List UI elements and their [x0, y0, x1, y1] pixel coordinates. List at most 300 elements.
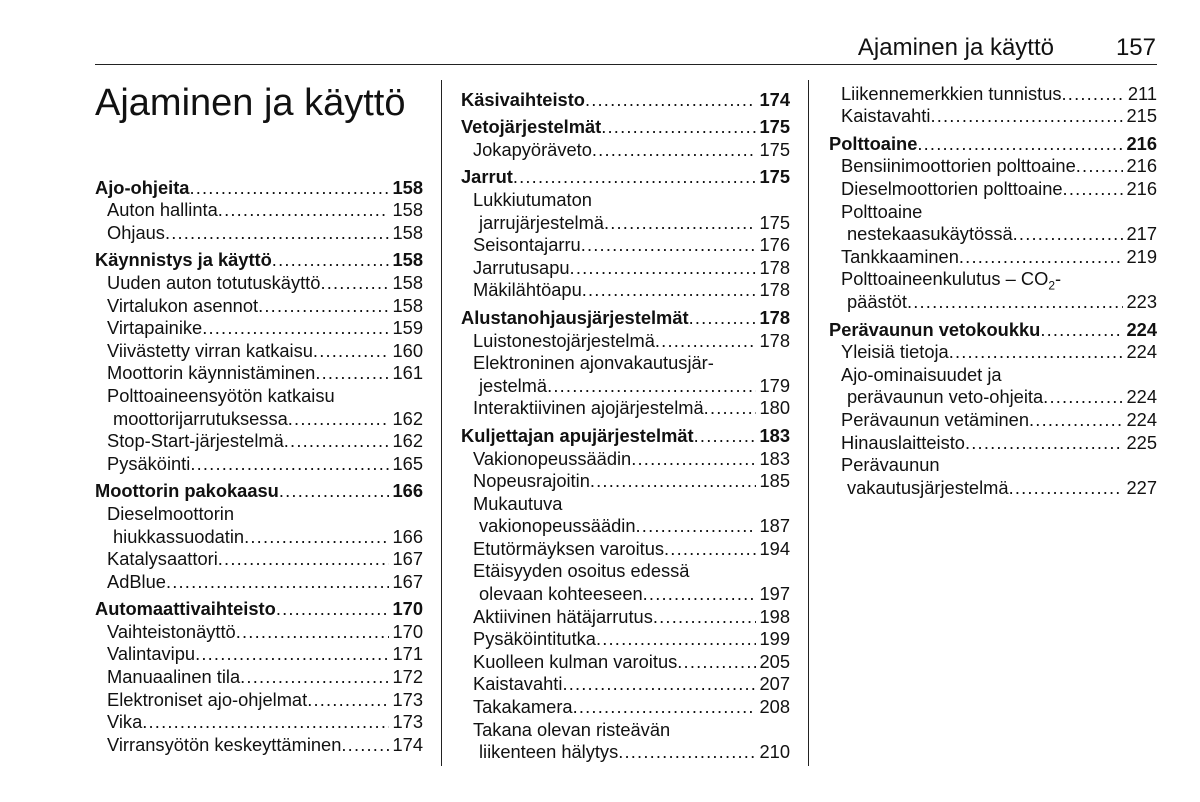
dot-leader	[513, 166, 757, 188]
toc-entry[interactable]	[461, 447, 790, 470]
toc-entry-label	[113, 408, 288, 430]
toc-entry-text: Perävaunun vetokoukku	[829, 318, 1041, 340]
page-reference: 170	[392, 598, 423, 620]
toc-entry-text: Käynnistys ja käyttö	[95, 249, 272, 271]
toc-entry-text: Perävaunun vetäminen	[841, 408, 1030, 430]
page-reference: 171	[392, 643, 423, 665]
dot-leader	[236, 621, 390, 643]
toc-entry-label	[461, 307, 689, 329]
toc-entry[interactable]	[461, 188, 790, 211]
page-reference: 175	[759, 138, 790, 160]
dot-leader	[202, 317, 389, 339]
dot-leader	[313, 340, 390, 362]
toc-entry-text: Etäisyyden osoitus edessä	[473, 560, 690, 582]
dot-leader	[547, 375, 756, 397]
dot-leader	[959, 246, 1124, 268]
toc-entry[interactable]	[829, 245, 1157, 268]
toc-section-heading[interactable]	[95, 249, 423, 272]
dot-leader	[917, 133, 1123, 155]
toc-section-heading[interactable]	[829, 318, 1157, 341]
toc-entry-text: Virransyötön keskeyttäminen	[107, 733, 342, 755]
toc-entry[interactable]	[829, 105, 1157, 128]
column-divider-2	[808, 80, 809, 766]
toc-entry[interactable]	[829, 177, 1157, 200]
toc-entry-label	[107, 295, 258, 317]
toc-entry[interactable]	[461, 470, 790, 493]
dot-leader	[166, 571, 390, 593]
toc-entry-text: Luistonestojärjestelmä	[473, 329, 655, 351]
toc-entry-text: Ajo-ohjeita	[95, 176, 190, 198]
page-reference: 158	[392, 294, 423, 316]
toc-entry[interactable]	[95, 271, 423, 294]
dot-leader	[601, 116, 756, 138]
toc-entry[interactable]	[829, 341, 1157, 364]
toc-entry-label	[473, 696, 573, 718]
page-reference: 219	[1126, 245, 1157, 267]
dot-leader	[592, 139, 757, 161]
toc-entry-text: Manuaalinen tila	[107, 666, 241, 688]
toc-entry-text: Tankkaaminen	[841, 245, 959, 267]
toc-entry[interactable]	[829, 408, 1157, 431]
toc-entry-label	[107, 385, 335, 407]
toc-entry-text: Katalysaattori	[107, 548, 218, 570]
page-reference: 227	[1126, 476, 1157, 498]
toc-section-heading[interactable]	[95, 480, 423, 503]
toc-entry-text: Takakamera	[473, 696, 573, 718]
toc-entry-label	[107, 199, 218, 221]
toc-column-2	[461, 88, 790, 763]
toc-entry[interactable]	[461, 673, 790, 696]
toc-entry-label	[107, 571, 166, 593]
toc-entry-label	[847, 477, 1009, 499]
dot-leader	[1040, 319, 1123, 341]
toc-entry-label	[107, 548, 218, 570]
toc-column-1	[95, 176, 423, 756]
dot-leader	[284, 430, 390, 452]
toc-entry-text: Auton hallinta	[107, 199, 218, 221]
page-reference: 198	[759, 605, 790, 627]
toc-entry-label	[479, 212, 604, 234]
toc-entry[interactable]	[461, 329, 790, 352]
page-reference: 161	[392, 362, 423, 384]
dot-leader	[655, 330, 757, 352]
page-reference: 187	[759, 515, 790, 537]
toc-entry-label	[841, 105, 930, 127]
toc-entry-text: Kuljettajan apujärjestelmät	[461, 424, 694, 446]
toc-entry[interactable]	[461, 582, 790, 605]
running-title: Ajaminen ja käyttö	[857, 34, 1054, 61]
toc-entry[interactable]	[95, 430, 423, 453]
toc-entry-text: Dieselmoottorin	[107, 502, 235, 524]
toc-entry[interactable]	[461, 138, 790, 161]
dot-leader	[581, 234, 757, 256]
toc-entry-label	[847, 291, 907, 313]
page-reference: 178	[759, 256, 790, 278]
dot-leader	[653, 606, 757, 628]
toc-entry-label	[107, 621, 236, 643]
toc-entry[interactable]	[95, 362, 423, 385]
toc-entry-label	[107, 734, 341, 756]
toc-entry[interactable]	[829, 386, 1157, 409]
page-reference: 178	[759, 279, 790, 301]
toc-entry-text: Etutörmäyksen varoitus	[473, 537, 665, 559]
toc-entry[interactable]	[95, 548, 423, 571]
toc-entry-label	[95, 598, 276, 620]
toc-entry-text: Elektroninen ajonvakautusjär-	[473, 352, 714, 374]
toc-entry-text: Jarrutusapu	[473, 256, 570, 278]
toc-entry-text: perävaunun veto-ohjeita	[847, 386, 1044, 408]
page-title: Ajaminen ja käyttö	[95, 82, 406, 124]
toc-entry-text: Elektroniset ajo-ohjelmat	[107, 688, 308, 710]
header-rule	[95, 64, 1157, 65]
toc-entry-label	[473, 628, 596, 650]
dot-leader	[677, 651, 756, 673]
column-divider-1	[441, 80, 442, 766]
toc-entry[interactable]	[95, 199, 423, 222]
toc-entry[interactable]	[95, 221, 423, 244]
toc-entry-text: AdBlue	[107, 570, 166, 592]
toc-entry[interactable]	[461, 256, 790, 279]
toc-entry[interactable]	[95, 643, 423, 666]
toc-section-heading[interactable]	[95, 598, 423, 621]
toc-entry-label	[473, 397, 704, 419]
toc-entry-label	[473, 234, 581, 256]
toc-entry-label	[473, 470, 590, 492]
toc-entry[interactable]	[95, 711, 423, 734]
toc-entry[interactable]	[461, 695, 790, 718]
toc-entry[interactable]	[829, 155, 1157, 178]
toc-entry-text: Mäkilähtöapu	[473, 279, 582, 301]
page-reference: 158	[392, 176, 423, 198]
dot-leader	[307, 689, 389, 711]
toc-entry-text: Ajo-ominaisuudet ja	[841, 363, 1002, 385]
page-reference: 216	[1126, 132, 1157, 154]
toc-entry[interactable]	[461, 515, 790, 538]
page-reference: 215	[1126, 105, 1157, 127]
page-reference: 224	[1126, 408, 1157, 430]
toc-entry-label	[473, 673, 562, 695]
dot-leader	[1009, 477, 1124, 499]
toc-entry-label	[479, 583, 643, 605]
dot-leader	[1043, 386, 1123, 408]
toc-entry-text: Vetojärjestelmät	[461, 116, 602, 138]
toc-entry[interactable]	[829, 268, 1157, 291]
toc-entry-text: Polttoaine	[829, 132, 918, 154]
toc-entry[interactable]	[461, 211, 790, 234]
dot-leader	[244, 526, 389, 548]
toc-entry[interactable]	[95, 452, 423, 475]
dot-leader	[315, 362, 389, 384]
page-reference: 217	[1126, 223, 1157, 245]
toc-entry-label	[95, 177, 189, 199]
toc-section-heading[interactable]	[461, 424, 790, 447]
toc-entry-label	[473, 560, 689, 582]
page-reference: 167	[392, 570, 423, 592]
toc-entry[interactable]	[95, 317, 423, 340]
toc-entry-label	[841, 364, 1002, 386]
toc-entry-text: jestelmä	[479, 374, 548, 396]
page-reference: 174	[392, 733, 423, 755]
dot-leader	[949, 341, 1124, 363]
dot-leader	[320, 272, 389, 294]
toc-entry[interactable]	[461, 718, 790, 741]
toc-entry-text: Valintavipu	[107, 643, 196, 665]
toc-entry[interactable]	[95, 688, 423, 711]
page-reference: 183	[759, 447, 790, 469]
page-reference: 166	[392, 525, 423, 547]
dot-leader	[704, 397, 757, 419]
toc-entry[interactable]	[461, 374, 790, 397]
toc-entry-text: Kuolleen kulman varoitus	[473, 650, 678, 672]
page-reference: 194	[759, 537, 790, 559]
toc-entry[interactable]	[95, 502, 423, 525]
page-reference: 178	[759, 306, 790, 328]
toc-entry[interactable]	[829, 200, 1157, 223]
page-reference: 197	[759, 583, 790, 605]
toc-entry-label	[473, 139, 592, 161]
page-reference: 199	[759, 628, 790, 650]
toc-entry[interactable]	[95, 620, 423, 643]
toc-entry-text: Moottorin pakokaasu	[95, 480, 279, 502]
toc-entry[interactable]	[95, 525, 423, 548]
page-reference: 207	[759, 673, 790, 695]
toc-entry[interactable]	[95, 384, 423, 407]
toc-entry[interactable]	[461, 279, 790, 302]
toc-entry[interactable]	[829, 431, 1157, 454]
toc-entry[interactable]	[461, 560, 790, 583]
toc-entry-text: liikenteen hälytys	[479, 741, 619, 763]
dot-leader	[189, 177, 389, 199]
page-reference: 160	[392, 339, 423, 361]
toc-entry-label	[847, 386, 1043, 408]
dot-leader	[195, 643, 389, 665]
page-reference: 180	[759, 397, 790, 419]
dot-leader	[276, 598, 390, 620]
dot-leader	[272, 249, 390, 271]
toc-entry-label	[473, 448, 631, 470]
page-reference: 210	[759, 741, 790, 763]
toc-entry-text: nestekaasukäytössä	[847, 223, 1013, 245]
toc-entry-text: Bensiinimoottorien polttoaine	[841, 155, 1076, 177]
dot-leader	[240, 666, 389, 688]
page-reference: 216	[1126, 177, 1157, 199]
toc-entry-text: Seisontajarru	[473, 234, 581, 256]
page-reference: 223	[1126, 290, 1157, 312]
toc-entry-text: Dieselmoottorien polttoaine	[841, 177, 1063, 199]
toc-entry-label	[841, 454, 940, 476]
page-reference: 165	[392, 452, 423, 474]
toc-entry[interactable]	[461, 605, 790, 628]
toc-column-3	[829, 82, 1157, 499]
toc-entry[interactable]	[829, 476, 1157, 499]
dot-leader	[664, 538, 756, 560]
dot-leader	[590, 470, 757, 492]
toc-entry-label	[473, 189, 592, 211]
dot-leader	[573, 696, 757, 718]
dot-leader	[218, 199, 390, 221]
toc-entry-text: Jarrut	[461, 166, 513, 188]
toc-entry-text: Interaktiivinen ajojärjestelmä	[473, 397, 704, 419]
toc-entry-text: Polttoaineenkulutus – CO	[841, 268, 1049, 290]
dot-leader	[636, 515, 757, 537]
toc-entry-text: Liikennemerkkien tunnistus	[841, 82, 1062, 104]
toc-entry-text: Jokapyöräveto	[473, 138, 592, 160]
toc-entry-label	[841, 201, 922, 223]
dot-leader	[1076, 155, 1124, 177]
dot-leader	[341, 734, 389, 756]
toc-entry-text: moottorijarrutuksessa	[113, 407, 288, 429]
toc-entry-text: Aktiivinen hätäjarrutus	[473, 605, 653, 627]
toc-entry[interactable]	[95, 294, 423, 317]
toc-entry-label	[95, 480, 279, 502]
toc-section-heading[interactable]	[461, 166, 790, 189]
page-reference: 179	[759, 374, 790, 396]
dot-leader	[218, 548, 390, 570]
page-number: 157	[1115, 34, 1156, 61]
toc-entry-text: Nopeusrajoitin	[473, 470, 590, 492]
dot-leader	[585, 89, 757, 111]
toc-entry-label	[113, 526, 244, 548]
toc-entry[interactable]	[95, 733, 423, 756]
page-reference: 158	[392, 221, 423, 243]
toc-entry-label	[847, 223, 1013, 245]
toc-entry[interactable]	[829, 223, 1157, 246]
toc-entry[interactable]	[461, 492, 790, 515]
toc-section-heading[interactable]	[461, 88, 790, 111]
toc-entry-label	[107, 666, 240, 688]
toc-entry-label	[107, 453, 190, 475]
toc-entry-label	[479, 515, 636, 537]
page-reference: 178	[759, 329, 790, 351]
page-reference: 175	[759, 211, 790, 233]
toc-entry-text: jarrujärjestelmä	[479, 211, 604, 233]
toc-entry-label	[473, 493, 562, 515]
page-reference: 167	[392, 548, 423, 570]
toc-entry[interactable]	[461, 397, 790, 420]
toc-entry-label	[841, 178, 1063, 200]
toc-entry-text: Yleisiä tietoja	[841, 341, 949, 363]
toc-entry[interactable]	[829, 363, 1157, 386]
toc-entry-text: Ohjaus	[107, 221, 165, 243]
toc-entry-label	[461, 89, 585, 111]
toc-entry-label	[107, 222, 165, 244]
toc-entry-label	[473, 352, 714, 374]
page-reference: 216	[1126, 155, 1157, 177]
dot-leader	[965, 432, 1124, 454]
toc-entry[interactable]	[829, 454, 1157, 477]
page-reference: 158	[392, 271, 423, 293]
toc-entry[interactable]	[461, 234, 790, 257]
toc-section-heading[interactable]	[461, 306, 790, 329]
toc-entry-text: olevaan kohteeseen	[479, 583, 643, 605]
toc-entry-label	[841, 341, 949, 363]
toc-entry-label	[473, 257, 570, 279]
toc-entry-label	[461, 166, 513, 188]
dot-leader	[258, 295, 389, 317]
toc-entry-label	[107, 362, 315, 384]
page-reference: 224	[1126, 318, 1157, 340]
toc-entry[interactable]	[461, 628, 790, 651]
page-reference: 158	[392, 249, 423, 271]
toc-entry-label	[107, 711, 142, 733]
toc-entry-text: Pysäköinti	[107, 452, 191, 474]
dot-leader	[165, 222, 390, 244]
page-reference: 166	[392, 480, 423, 502]
toc-entry-label	[107, 503, 234, 525]
dot-leader	[631, 448, 756, 470]
page-reference: 185	[759, 470, 790, 492]
page-reference: 173	[392, 688, 423, 710]
dot-leader	[142, 711, 389, 733]
toc-entry[interactable]	[95, 339, 423, 362]
page-reference: 211	[1127, 82, 1157, 104]
dot-leader	[190, 453, 389, 475]
toc-entry-text: Vika	[107, 711, 143, 733]
page-reference: 174	[759, 88, 790, 110]
toc-entry[interactable]	[95, 407, 423, 430]
toc-section-heading[interactable]	[461, 116, 790, 139]
toc-entry-label	[473, 719, 670, 741]
toc-entry-label	[95, 249, 272, 271]
toc-entry-text: Alustanohjausjärjestelmät	[461, 306, 689, 328]
page-reference: 205	[759, 650, 790, 672]
toc-entry-label	[473, 606, 653, 628]
toc-entry-text: päästöt	[847, 290, 907, 312]
toc-entry[interactable]	[461, 650, 790, 673]
page-reference: 176	[759, 234, 790, 256]
toc-entry-text: Kaistavahti	[473, 673, 563, 695]
toc-entry-label	[829, 319, 1040, 341]
toc-entry[interactable]	[461, 352, 790, 375]
page-reference: 172	[392, 666, 423, 688]
toc-entry[interactable]	[461, 741, 790, 764]
toc-entry[interactable]	[461, 537, 790, 560]
toc-entry[interactable]	[829, 82, 1157, 105]
page-reference: 224	[1126, 386, 1157, 408]
toc-entry-text: Mukautuva	[473, 492, 563, 514]
dot-leader	[1062, 83, 1125, 105]
toc-entry-text: Pysäköintitutka	[473, 628, 596, 650]
toc-entry-label	[473, 279, 582, 301]
toc-entry-text: vakionopeussäädin	[479, 515, 636, 537]
toc-entry-label	[841, 409, 1029, 431]
toc-entry-label	[829, 133, 917, 155]
dot-leader	[562, 673, 756, 695]
page-reference: 170	[392, 620, 423, 642]
toc-entry[interactable]	[829, 290, 1157, 313]
toc-entry-label	[841, 246, 959, 268]
page-reference: 208	[759, 696, 790, 718]
dot-leader	[1013, 223, 1124, 245]
toc-entry-text: Virtalukon asennot	[107, 294, 259, 316]
toc-entry-label	[107, 643, 195, 665]
toc-entry-text: hiukkassuodatin	[113, 525, 245, 547]
toc-entry-label	[473, 651, 677, 673]
toc-section-heading[interactable]	[829, 132, 1157, 155]
toc-entry-text: vakautusjärjestelmä	[847, 476, 1009, 498]
toc-entry-text: Kaistavahti	[841, 105, 931, 127]
toc-entry-label	[107, 689, 307, 711]
toc-entry[interactable]	[95, 570, 423, 593]
toc-entry-label	[479, 375, 547, 397]
toc-entry-label	[107, 317, 202, 339]
toc-entry[interactable]	[95, 665, 423, 688]
subscript: 2	[1048, 279, 1056, 293]
dot-leader	[930, 105, 1123, 127]
toc-section-heading[interactable]	[95, 176, 423, 199]
toc-entry-text: Uuden auton totutuskäyttö	[107, 271, 321, 293]
toc-entry-text: Polttoaine	[841, 200, 923, 222]
